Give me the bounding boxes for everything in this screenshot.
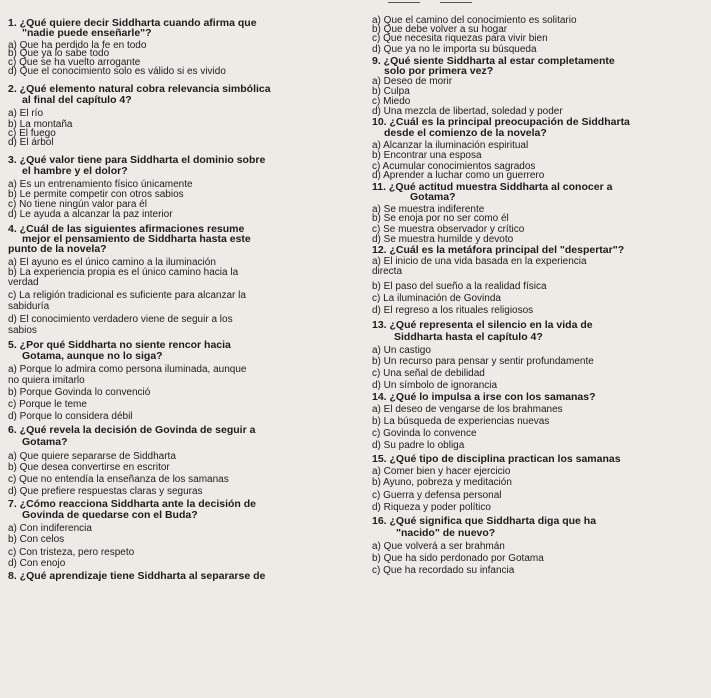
question-text: el hambre y el dolor? [22,165,128,177]
answer-option: a) Porque lo admira como persona iluminada, aunque [8,364,247,375]
answer-option: a) Un castigo [372,345,431,356]
answer-option: a) Comer bien y hacer ejercicio [372,466,511,477]
answer-option: a) Es un entrenamiento físico únicamente [8,179,193,190]
answer-option: c) Acumular conocimientos sagrados [372,161,536,172]
answer-option: a) Alcanzar la iluminación espiritual [372,140,529,151]
question-text: "nacido" de nuevo? [396,527,496,539]
answer-option: d) Un símbolo de ignorancia [372,380,498,391]
top-rule [388,2,420,3]
answer-option: no quiera imitarlo [8,375,85,386]
answer-option: directa [372,266,403,277]
answer-option: d) Una mezcla de libertad, soledad y poder [372,106,563,117]
question-text: 8. ¿Qué aprendizaje tiene Siddharta al separarse de [8,570,266,582]
question-text: Govinda de quedarse con el Buda? [22,509,198,521]
answer-option: c) Con tristeza, pero respeto [8,547,135,558]
question-text: Siddharta hasta el capítulo 4? [394,331,543,343]
answer-option: c) Que no entendía la enseñanza de los samanas [8,474,229,485]
answer-option: d) Aprender a luchar como un guerrero [372,170,545,181]
answer-option: b) Que debe volver a su hogar [372,24,508,35]
answer-option: c) Guerra y defensa personal [372,490,502,501]
question-text: 7. ¿Cómo reacciona Siddharta ante la decisión de [8,498,256,510]
answer-option: c) La iluminación de Govinda [372,293,501,304]
question-text: 14. ¿Qué lo impulsa a irse con los samanas? [372,391,596,403]
answer-option: sabiduría [8,301,50,312]
answer-option: b) La experiencia propia es el único camino hacia la [8,267,239,278]
answer-option: c) Porque le teme [8,399,87,410]
answer-option: c) El fuego [8,128,56,139]
answer-option: b) Un recurso para pensar y sentir profundamente [372,356,594,367]
answer-option: a) Con indiferencia [8,523,92,534]
answer-option: d) El regreso a los rituales religiosos [372,305,534,316]
answer-option: verdad [8,277,39,288]
question-text: 5. ¿Por qué Siddharta no siente rencor hacia [8,339,231,351]
answer-option: d) Riqueza y poder político [372,502,491,513]
answer-option: d) Porque lo considera débil [8,411,133,422]
question-text: al final del capítulo 4? [22,94,132,106]
question-text: 1. ¿Qué quiere decir Siddharta cuando afirma que [8,17,257,29]
answer-option: b) Que desea convertirse en escritor [8,462,170,473]
answer-option: b) Que ya lo sabe todo [8,48,110,59]
question-text: 10. ¿Cuál es la principal preocupación de Siddharta [372,116,630,128]
top-rule [440,2,472,3]
question-text: 16. ¿Qué significa que Siddharta diga que ha [372,515,597,527]
answer-option: c) No tiene ningún valor para él [8,199,147,210]
answer-option: b) Con celos [8,534,65,545]
answer-option: c) Se muestra observador y crítico [372,224,525,235]
question-text: 11. ¿Qué actitud muestra Siddharta al conocer a [372,181,613,193]
question-text: 4. ¿Cuál de las siguientes afirmaciones resume [8,223,245,235]
answer-option: a) Que ha perdido la fe en todo [8,40,147,51]
answer-option: d) Su padre lo obliga [372,440,465,451]
answer-option: a) El río [8,108,44,119]
question-text: 6. ¿Qué revela la decisión de Govinda de seguir a [8,424,256,436]
answer-option: a) Que volverá a ser brahmán [372,541,505,552]
answer-option: a) Que el camino del conocimiento es solitario [372,15,577,26]
answer-option: c) Una señal de debilidad [372,368,485,379]
answer-option: d) Se muestra humilde y devoto [372,234,514,245]
question-text: Gotama? [410,191,456,203]
question-text: solo por primera vez? [384,65,494,77]
answer-option: b) La montaña [8,119,73,130]
answer-option: d) El conocimiento verdadero viene de seguir a los [8,314,233,325]
answer-option: a) Deseo de morir [372,76,453,87]
answer-option: b) Culpa [372,86,410,97]
question-text: "nadie puede enseñarle"? [22,27,152,39]
answer-option: c) Que necesita riquezas para vivir bien [372,33,548,44]
answer-option: d) El árbol [8,137,54,148]
answer-option: d) Que prefiere respuestas claras y seguras [8,486,203,497]
question-text: mejor el pensamiento de Siddharta hasta este [22,233,251,245]
question-text: 15. ¿Qué tipo de disciplina practican los samanas [372,453,621,465]
answer-option: d) Le ayuda a alcanzar la paz interior [8,209,173,220]
answer-option: c) Miedo [372,96,411,107]
answer-option: d) Con enojo [8,558,66,569]
answer-option: b) Porque Govinda lo convenció [8,387,151,398]
question-text: 12. ¿Cuál es la metáfora principal del "despertar"? [372,244,625,256]
answer-option: b) Ayuno, pobreza y meditación [372,477,512,488]
answer-option: a) El deseo de vengarse de los brahmanes [372,404,563,415]
answer-option: c) Govinda lo convence [372,428,477,439]
answer-option: b) La búsqueda de experiencias nuevas [372,416,550,427]
question-text: 13. ¿Qué representa el silencio en la vida de [372,319,593,331]
answer-option: b) Le permite competir con otros sabios [8,189,184,200]
question-text: desde el comienzo de la novela? [384,127,547,139]
answer-option: b) El paso del sueño a la realidad física [372,281,547,292]
question-text: punto de la novela? [8,243,107,255]
answer-option: c) La religión tradicional es suficiente para alcanzar la [8,290,246,301]
question-text: Gotama, aunque no lo siga? [22,350,163,362]
question-text: 2. ¿Qué elemento natural cobra relevancia simbólica [8,83,271,95]
question-text: 9. ¿Qué siente Siddharta al estar completamente [372,55,615,67]
answer-option: a) El ayuno es el único camino a la iluminación [8,257,216,268]
question-text: 3. ¿Qué valor tiene para Siddharta el dominio sobre [8,154,266,166]
answer-option: b) Encontrar una esposa [372,150,482,161]
answer-option: a) El inicio de una vida basada en la experiencia [372,256,587,267]
answer-option: c) Que ha recordado su infancia [372,565,515,576]
answer-option: sabios [8,325,37,336]
answer-option: d) Que el conocimiento solo es válido si es vivido [8,66,226,77]
answer-option: b) Se enoja por no ser como él [372,213,509,224]
answer-option: a) Se muestra indiferente [372,204,485,215]
answer-option: d) Que ya no le importa su búsqueda [372,44,537,55]
question-text: Gotama? [22,436,68,448]
answer-option: b) Que ha sido perdonado por Gotama [372,553,544,564]
answer-option: a) Que quiere separarse de Siddharta [8,451,176,462]
answer-option: c) Que se ha vuelto arrogante [8,57,141,68]
